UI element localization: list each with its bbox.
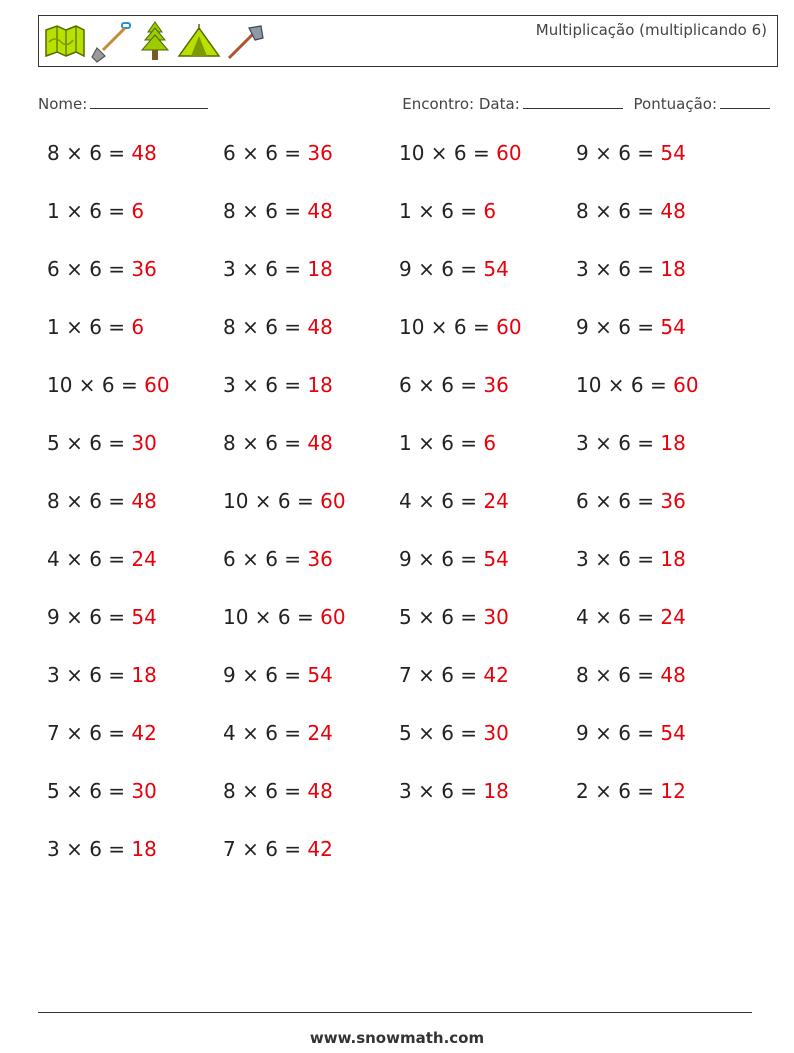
- problem-question: 2 × 6 =: [576, 779, 661, 803]
- problem-item: [47, 141, 157, 165]
- problem-answer: 36: [483, 373, 509, 397]
- problem-item: [47, 199, 144, 223]
- problem-item: [399, 489, 509, 513]
- problem-item: [399, 431, 496, 455]
- problem-question: 3 × 6 =: [399, 779, 484, 803]
- problem-question: 4 × 6 =: [47, 547, 132, 571]
- problem-question: 7 × 6 =: [223, 837, 308, 861]
- problem-item: [399, 547, 509, 571]
- problem-answer: 42: [483, 663, 509, 687]
- problem-question: 8 × 6 =: [47, 489, 132, 513]
- problem-answer: 36: [307, 547, 333, 571]
- problem-answer: 12: [660, 779, 686, 803]
- problem-question: 10 × 6 =: [223, 605, 321, 629]
- problem-item: [576, 547, 686, 571]
- problem-item: [399, 779, 509, 803]
- problem-answer: 24: [307, 721, 333, 745]
- problem-question: 3 × 6 =: [47, 663, 132, 687]
- problem-answer: 36: [307, 141, 333, 165]
- problem-question: 1 × 6 =: [47, 315, 132, 339]
- problem-item: [47, 373, 170, 397]
- problem-question: 8 × 6 =: [223, 431, 308, 455]
- problem-answer: 18: [660, 257, 686, 281]
- problem-answer: 54: [660, 721, 686, 745]
- problem-answer: 60: [496, 315, 522, 339]
- problem-item: [223, 721, 333, 745]
- problem-question: 4 × 6 =: [399, 489, 484, 513]
- problem-question: 9 × 6 =: [576, 315, 661, 339]
- date-blank[interactable]: [523, 94, 623, 109]
- tree-icon: [135, 20, 175, 64]
- problem-answer: 60: [144, 373, 170, 397]
- problem-answer: 48: [307, 431, 333, 455]
- problem-item: [223, 257, 333, 281]
- problem-item: [223, 489, 346, 513]
- problem-answer: 54: [483, 257, 509, 281]
- problem-item: [576, 199, 686, 223]
- problem-item: [223, 837, 333, 861]
- problem-item: [223, 779, 333, 803]
- problem-question: 9 × 6 =: [399, 547, 484, 571]
- problem-answer: 6: [483, 431, 497, 455]
- problem-answer: 18: [483, 779, 509, 803]
- problem-item: [576, 605, 686, 629]
- problem-question: 10 × 6 =: [223, 489, 321, 513]
- map-icon: [43, 22, 87, 62]
- problem-question: 3 × 6 =: [576, 431, 661, 455]
- problem-answer: 60: [320, 605, 346, 629]
- problem-question: 6 × 6 =: [47, 257, 132, 281]
- problem-answer: 30: [483, 605, 509, 629]
- problem-answer: 60: [673, 373, 699, 397]
- problem-item: [399, 605, 509, 629]
- problem-answer: 24: [483, 489, 509, 513]
- problem-item: [47, 315, 144, 339]
- problem-answer: 6: [131, 315, 145, 339]
- shovel-icon: [89, 20, 133, 64]
- problem-answer: 48: [307, 315, 333, 339]
- problem-question: 3 × 6 =: [47, 837, 132, 861]
- problem-answer: 48: [131, 489, 157, 513]
- problem-question: 10 × 6 =: [399, 141, 497, 165]
- problem-item: [223, 605, 346, 629]
- problem-answer: 30: [483, 721, 509, 745]
- problem-item: [576, 663, 686, 687]
- worksheet-title: Multiplicação (multiplicando 6): [535, 21, 767, 39]
- problem-answer: 24: [131, 547, 157, 571]
- problem-item: [399, 373, 509, 397]
- problem-answer: 36: [660, 489, 686, 513]
- problem-question: 9 × 6 =: [223, 663, 308, 687]
- problem-question: 5 × 6 =: [399, 721, 484, 745]
- problem-item: [399, 663, 509, 687]
- name-field: [38, 94, 208, 113]
- problem-question: 8 × 6 =: [223, 779, 308, 803]
- problem-item: [223, 199, 333, 223]
- problem-question: 6 × 6 =: [576, 489, 661, 513]
- problem-item: [47, 547, 157, 571]
- score-blank[interactable]: [720, 94, 770, 109]
- problem-item: [47, 431, 157, 455]
- problem-question: 8 × 6 =: [223, 315, 308, 339]
- problem-answer: 6: [131, 199, 145, 223]
- problem-answer: 6: [483, 199, 497, 223]
- problem-answer: 48: [307, 199, 333, 223]
- problem-answer: 42: [131, 721, 157, 745]
- footer-divider: [38, 1012, 752, 1013]
- problem-answer: 36: [131, 257, 157, 281]
- problem-answer: 54: [483, 547, 509, 571]
- problem-item: [576, 489, 686, 513]
- problem-question: 8 × 6 =: [576, 199, 661, 223]
- worksheet-header: [38, 15, 778, 67]
- problem-item: [399, 141, 522, 165]
- problem-question: 3 × 6 =: [576, 257, 661, 281]
- problem-question: 5 × 6 =: [399, 605, 484, 629]
- problem-question: 8 × 6 =: [576, 663, 661, 687]
- problem-item: [47, 837, 157, 861]
- problem-answer: 54: [307, 663, 333, 687]
- problem-question: 8 × 6 =: [47, 141, 132, 165]
- encounter-date-label: Encontro: Data:: [402, 95, 520, 113]
- problem-item: [576, 779, 686, 803]
- problem-item: [576, 373, 699, 397]
- footer-url: www.snowmath.com: [309, 1029, 485, 1047]
- problem-item: [223, 141, 333, 165]
- problem-item: [223, 663, 333, 687]
- problem-item: [223, 431, 333, 455]
- problem-question: 10 × 6 =: [576, 373, 674, 397]
- problem-answer: 24: [660, 605, 686, 629]
- problem-item: [576, 431, 686, 455]
- problem-item: [576, 721, 686, 745]
- problem-item: [399, 257, 509, 281]
- problem-item: [223, 315, 333, 339]
- problem-item: [223, 373, 333, 397]
- problem-item: [399, 199, 496, 223]
- problem-question: 7 × 6 =: [399, 663, 484, 687]
- problem-item: [399, 721, 509, 745]
- problem-question: 6 × 6 =: [223, 141, 308, 165]
- problem-answer: 18: [131, 837, 157, 861]
- problem-answer: 54: [660, 315, 686, 339]
- problem-item: [223, 547, 333, 571]
- axe-icon: [223, 20, 267, 64]
- problem-question: 7 × 6 =: [47, 721, 132, 745]
- problem-question: 3 × 6 =: [576, 547, 661, 571]
- problem-item: [576, 257, 686, 281]
- problem-question: 8 × 6 =: [223, 199, 308, 223]
- problem-answer: 30: [131, 431, 157, 455]
- problem-item: [576, 141, 686, 165]
- problem-answer: 42: [307, 837, 333, 861]
- problem-question: 1 × 6 =: [399, 431, 484, 455]
- problem-question: 10 × 6 =: [399, 315, 497, 339]
- problem-item: [47, 779, 157, 803]
- problem-question: 3 × 6 =: [223, 257, 308, 281]
- problem-item: [47, 605, 157, 629]
- name-label: Nome:: [38, 95, 88, 113]
- problem-answer: 30: [131, 779, 157, 803]
- problem-question: 9 × 6 =: [47, 605, 132, 629]
- problem-item: [47, 721, 157, 745]
- problem-question: 6 × 6 =: [223, 547, 308, 571]
- tent-icon: [177, 22, 221, 62]
- header-icons: [43, 20, 267, 64]
- problem-question: 10 × 6 =: [47, 373, 145, 397]
- problem-answer: 18: [131, 663, 157, 687]
- problem-question: 5 × 6 =: [47, 779, 132, 803]
- problem-answer: 48: [660, 199, 686, 223]
- problem-question: 9 × 6 =: [576, 141, 661, 165]
- problem-item: [47, 489, 157, 513]
- problem-item: [47, 663, 157, 687]
- problem-question: 1 × 6 =: [47, 199, 132, 223]
- problem-question: 6 × 6 =: [399, 373, 484, 397]
- problem-question: 9 × 6 =: [399, 257, 484, 281]
- problem-answer: 60: [320, 489, 346, 513]
- problem-answer: 18: [660, 547, 686, 571]
- problem-answer: 60: [496, 141, 522, 165]
- problem-answer: 18: [660, 431, 686, 455]
- problem-answer: 48: [307, 779, 333, 803]
- problem-answer: 18: [307, 373, 333, 397]
- problem-answer: 54: [660, 141, 686, 165]
- problem-question: 5 × 6 =: [47, 431, 132, 455]
- problem-answer: 48: [131, 141, 157, 165]
- problem-answer: 48: [660, 663, 686, 687]
- score-label: Pontuação:: [633, 95, 717, 113]
- problem-question: 3 × 6 =: [223, 373, 308, 397]
- problem-question: 1 × 6 =: [399, 199, 484, 223]
- problem-question: 4 × 6 =: [576, 605, 661, 629]
- problem-answer: 18: [307, 257, 333, 281]
- problem-item: [47, 257, 157, 281]
- meta-fields: [402, 94, 770, 113]
- problem-answer: 54: [131, 605, 157, 629]
- problem-item: [399, 315, 522, 339]
- problem-question: 9 × 6 =: [576, 721, 661, 745]
- name-blank[interactable]: [90, 94, 208, 109]
- problem-item: [576, 315, 686, 339]
- problem-question: 4 × 6 =: [223, 721, 308, 745]
